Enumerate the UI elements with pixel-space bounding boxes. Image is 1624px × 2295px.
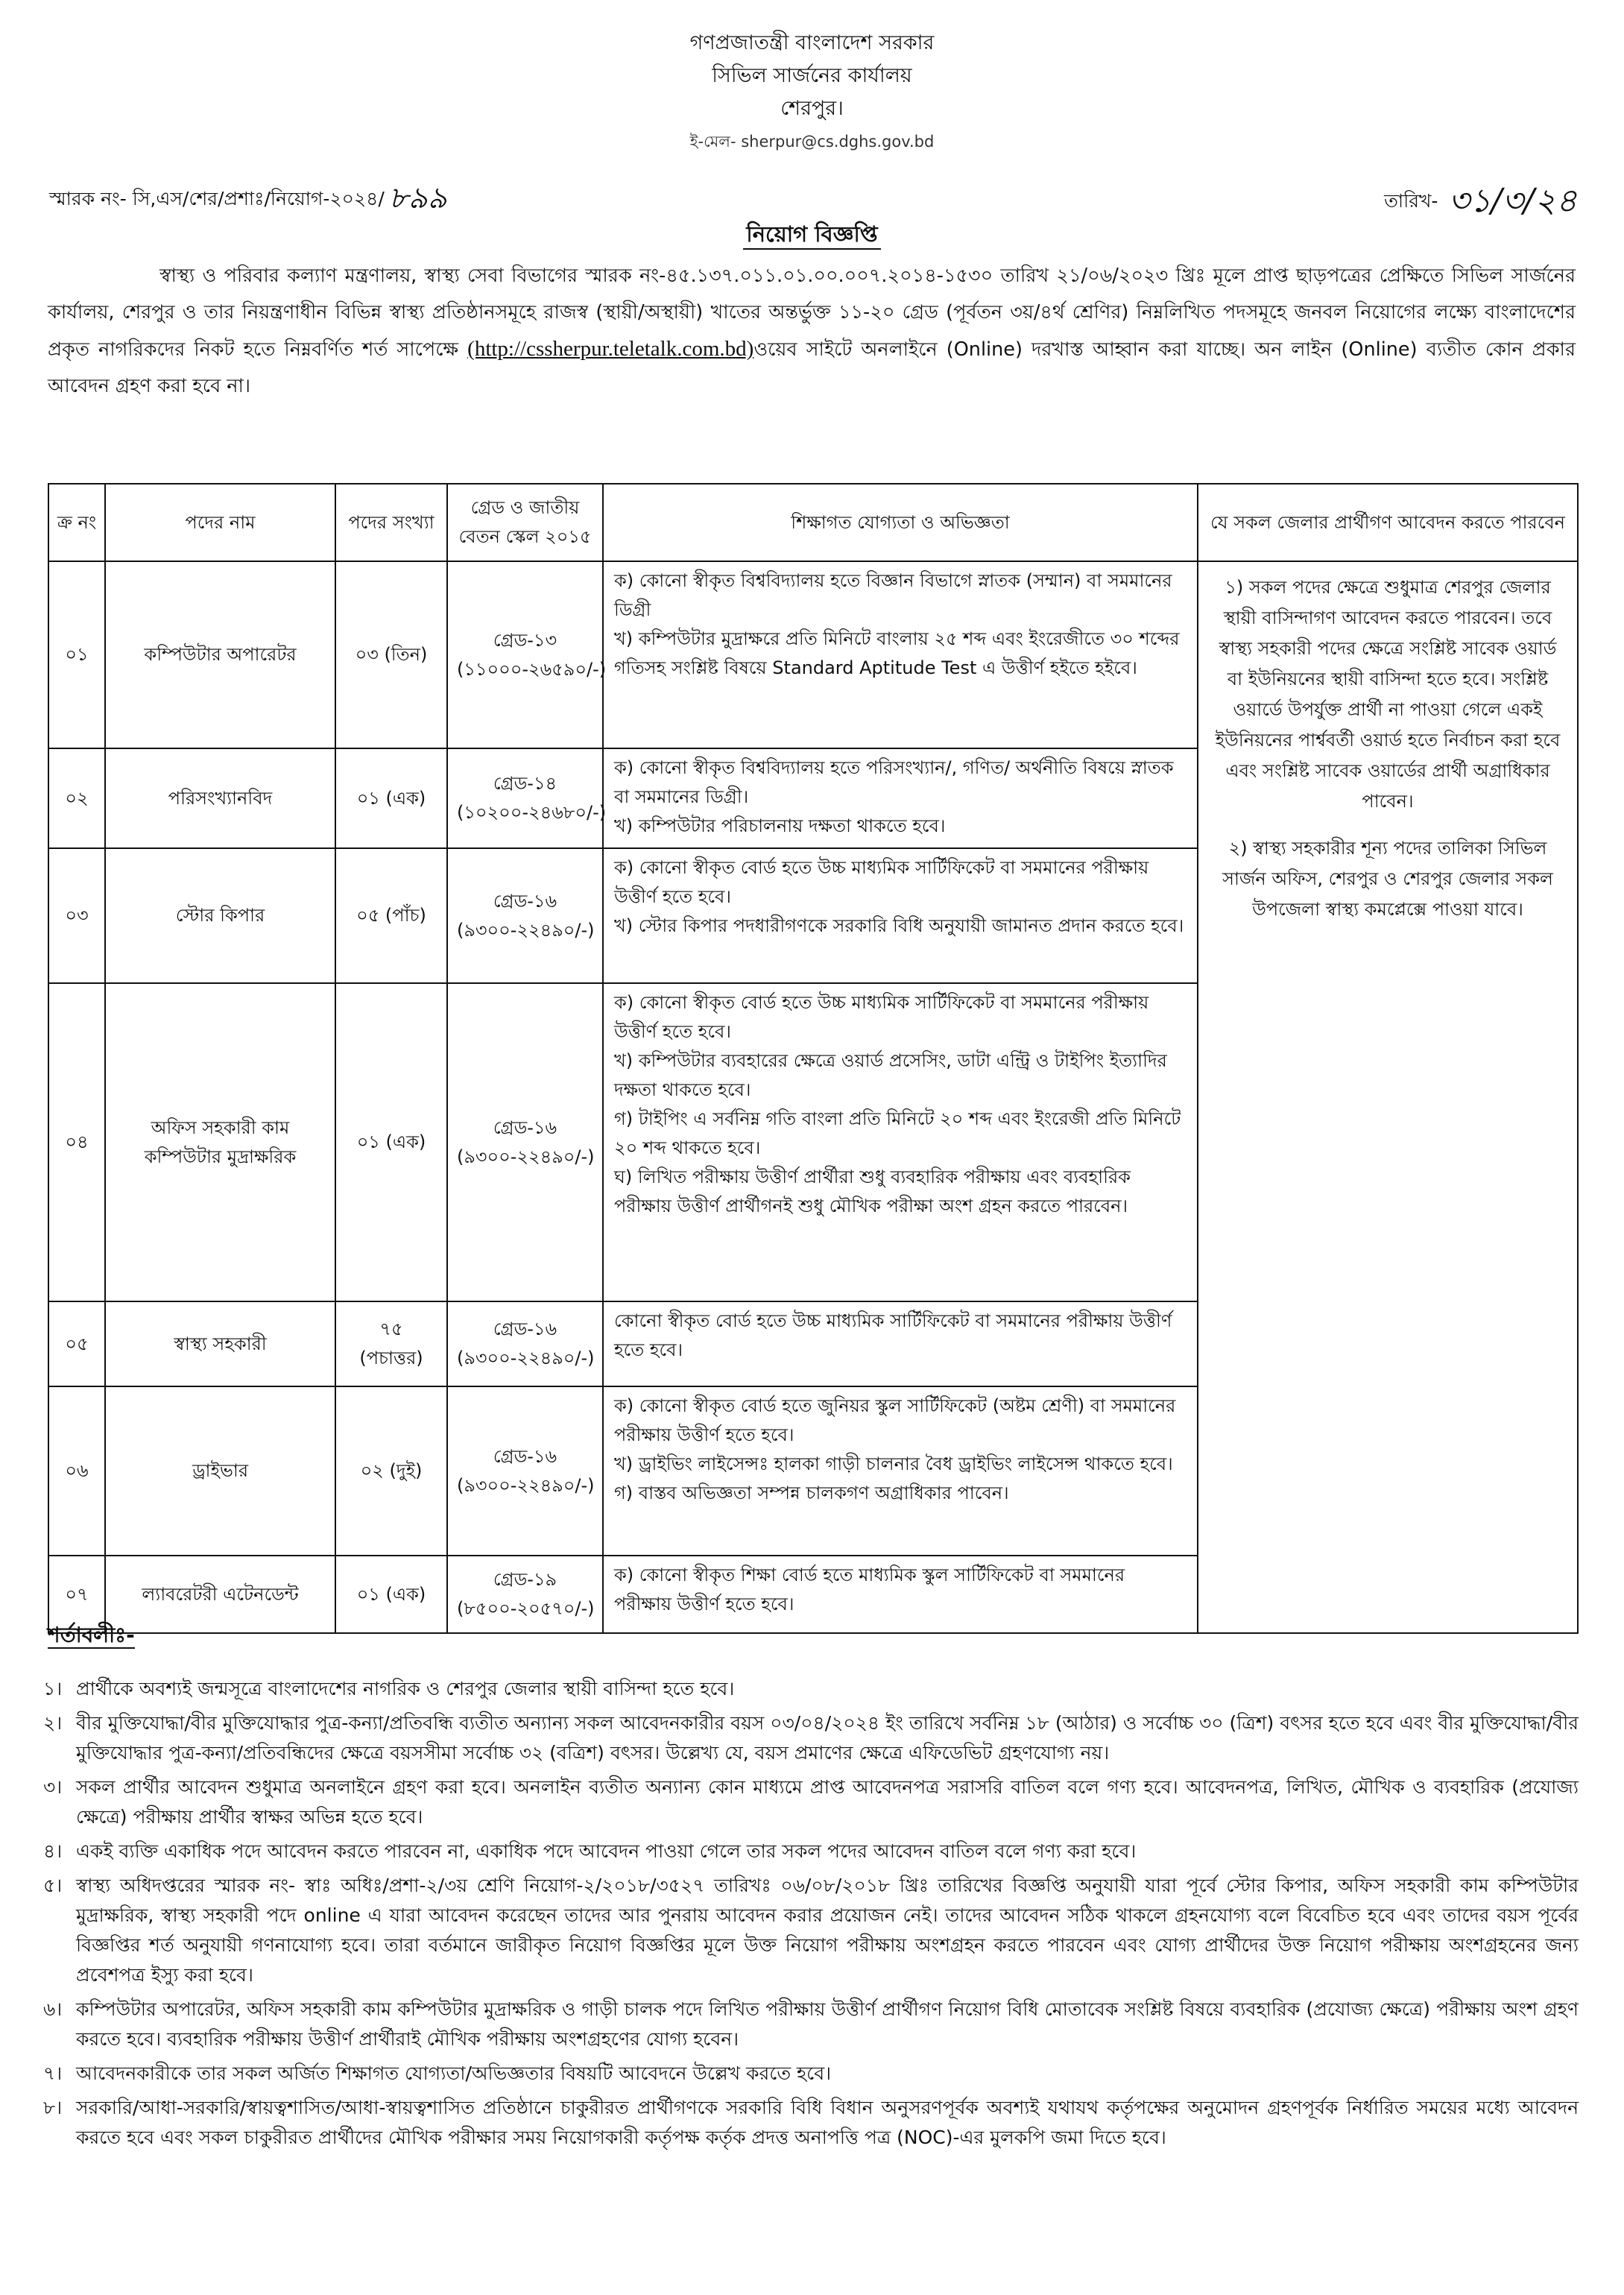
term-number: ৫। <box>43 1875 63 1896</box>
header-count: পদের সংখ্যা <box>335 484 447 561</box>
qualification-cell <box>603 1301 1198 1386</box>
letterhead <box>0 27 1624 158</box>
terms-title-text: শর্তাবলীঃ- <box>48 1623 135 1647</box>
header-qualification: শিক্ষাগত যোগ্যতা ও অভিজ্ঞতা <box>603 484 1198 561</box>
vacancy-table <box>48 483 1579 1634</box>
count-cell: ০৩ (তিন) <box>335 561 447 748</box>
header-districts: যে সকল জেলার প্রার্থীগণ আবেদন করতে পারবেন <box>1198 484 1578 561</box>
intro-text: স্বাস্থ্য ও পরিবার কল্যাণ মন্ত্রণালয়, স্বাস্থ্য সেবা বিভাগের স্মারক নং-৪৫.১৩৭.০১১.০১.০০.০০৭.২০১৪-১৫৩০ তারিখ ২১/০৬/২০২৩ খ্রিঃ মূলে প্রাপ্ত ছাড়পত্রের প্রেক্ষিতে সিভিল সার্জনের কার্যালয়, শেরপুর ও তার নিয়ন্ত্রণাধীন বিভিন্ন স্বাস্থ্য প্রতিষ্ঠানসমূহে রাজস্ব (স্থায়ী/অস্থায়ী) খাতের অন্তর্ভুক্ত ১১-২০ গ্রেড (পূর্বতন ৩য়/৪র্থ শ্রেণির) নিম্নলিখিত পদসমূহে জনবল নিয়োগের লক্ষ্যে বাংলাদেশের প্রকৃত নাগরিকদের নিকট হতে নিম্নবর্ণিত শর্ত সাপেক্ষে <box>48 265 1576 361</box>
term-item <box>43 2093 1579 2153</box>
serial-cell: ০৭ <box>48 1556 105 1633</box>
post-cell: ল্যাবরেটরী এটেনডেন্ট <box>105 1556 335 1633</box>
count-cell: ০১ (এক) <box>335 1556 447 1633</box>
scale-text: (১১০০০-২৬৫৯০/-) <box>457 658 607 680</box>
term-item <box>43 2059 1579 2089</box>
date-label: তারিখ- <box>1384 190 1438 212</box>
memo-reference <box>49 171 447 221</box>
header-serial: ক্র নং <box>48 484 105 561</box>
post-cell: কম্পিউটার অপারেটর <box>105 561 335 748</box>
qualification-item: ক) কোনো স্বীকৃত বিশ্ববিদ্যালয় হতে বিজ্ঞান বিভাগে স্নাতক (সম্মান) বা সমমানের ডিগ্রী <box>614 570 1172 620</box>
qualification-item: গ) টাইপিং এ সর্বনিম্ন গতি বাংলা প্রতি মিনিটে ২০ শব্দ এবং ইংরেজী প্রতি মিনিটে ২০ শব্দ থাকতে হবে। <box>614 1108 1181 1158</box>
grade-cell <box>447 848 603 983</box>
count-cell: ০১ (এক) <box>335 748 447 848</box>
grade-text: গ্রেড-১৩ <box>493 629 557 651</box>
term-item <box>43 1772 1579 1832</box>
header-post: পদের নাম <box>105 484 335 561</box>
term-text: সকল প্রার্থীর আবেদন শুধুমাত্র অনলাইনে গ্রহণ করা হবে। অনলাইন ব্যতীত অন্যান্য কোন মাধ্যমে প্রাপ্ত আবেদনপত্র সরাসরি বাতিল বলে গণ্য হবে। আবেদনপত্র, লিখিত, মৌখিক ও ব্যবহারিক (প্রযোজ্য ক্ষেত্রে) পরীক্ষায় প্রার্থীর স্বাক্ষর অভিন্ন হতে হবে। <box>76 1776 1579 1828</box>
term-item <box>43 1674 1579 1704</box>
term-item <box>43 1871 1579 1990</box>
scale-text: (৯৩০০-২২৪৯০/-) <box>457 1474 595 1496</box>
eligible-districts-cell <box>1198 561 1578 1633</box>
post-cell: স্বাস্থ্য সহকারী <box>105 1301 335 1386</box>
intro-text-end: ওয়েব সাইটে অনলাইনে (Online) দরখাস্ত আহ্বান করা যাচ্ছে। অন লাইন (Online) ব্যতীত কোন প্রকার আবেদন গ্রহণ করা হবে না। <box>48 338 1576 397</box>
grade-text: গ্রেড-১৬ <box>493 1117 557 1138</box>
qualification-cell <box>603 1556 1198 1633</box>
serial-cell: ০৪ <box>48 983 105 1301</box>
term-text: সরকারি/আধা-সরকারি/স্বায়ত্বশাসিত/আধা-স্বায়ত্বশাসিত প্রতিষ্ঠানে চাকুরীরত প্রার্থীগণকে সরকারি বিধি বিধান অনুসরণপূর্বক অবশ্যই যথাযথ কর্তৃপক্ষের অনুমোদন গ্রহণপূর্বক নির্ধারিত সময়ের মধ্যে আবেদন করতে হবে এবং সকল চাকুরীরত প্রার্থীদের মৌখিক পরীক্ষার সময় নিয়োগকারী কর্তৃপক্ষ কর্তৃক প্রদত্ত অনাপত্তি পত্র (NOC)-এর মুলকপি জমা দিতে হবে। <box>76 2097 1579 2148</box>
grade-cell <box>447 748 607 848</box>
post-cell: ড্রাইভার <box>105 1386 335 1556</box>
term-item <box>43 1995 1579 2054</box>
qualification-item: ক) কোনো স্বীকৃত বোর্ড হতে উচ্চ মাধ্যমিক সার্টিফিকেট বা সমমানের পরীক্ষায় উত্তীর্ণ হতে হবে। <box>614 992 1149 1042</box>
serial-cell: ০১ <box>48 561 105 748</box>
application-url-link[interactable]: (http://cssherpur.teletalk.com.bd) <box>467 337 754 361</box>
grade-text: গ্রেড-১৯ <box>493 1569 557 1590</box>
serial-cell: ০৫ <box>48 1301 105 1386</box>
scale-text: (১০২০০-২৪৬৮০/-) <box>457 802 607 823</box>
qualification-item: গ) বাস্তব অভিজ্ঞতা সম্পন্ন চালকগণ অগ্রাধিকার পাবেন। <box>614 1483 1009 1503</box>
qualification-item: ক) কোনো স্বীকৃত বোর্ড হতে জুনিয়র স্কুল সার্টিফিকেট (অষ্টম শ্রেণী) বা সমমানের পরীক্ষায় উত্তীর্ণ হতে হবে। <box>614 1395 1176 1445</box>
post-cell: অফিস সহকারী কাম কম্পিউটার মুদ্রাক্ষরিক <box>105 983 335 1301</box>
grade-text: গ্রেড-১৬ <box>493 890 557 912</box>
qualification-item: ক) কোনো স্বীকৃত বোর্ড হতে উচ্চ মাধ্যমিক সার্টিফিকেট বা সমমানের পরীক্ষায় উত্তীর্ণ হতে হবে। <box>614 857 1149 907</box>
grade-cell <box>447 1556 603 1633</box>
office-email: ই-মেল- sherpur@cs.dghs.gov.bd <box>689 133 935 151</box>
scale-text: (৯৩০০-২২৪৯০/-) <box>457 919 595 941</box>
qualification-item: খ) কম্পিউটার পরিচালনায় দক্ষতা থাকতে হবে। <box>614 815 946 836</box>
qualification-cell <box>603 848 1198 983</box>
count-cell: ০৫ (পাঁচ) <box>335 848 447 983</box>
qualification-item: খ) কম্পিউটার মুদ্রাক্ষরে প্রতি মিনিটে বাংলায় ২৫ শব্দ এবং ইংরেজীতে ৩০ শব্দের গতিসহ সংশ্লিষ্ট বিষয়ে Standard Aptitude Test এ উত্তীর্ণ হইতে হইবে। <box>614 628 1180 678</box>
post-cell: স্টোর কিপার <box>105 848 335 983</box>
term-number: ৩। <box>43 1776 63 1798</box>
grade-text: গ্রেড-১৪ <box>493 773 557 794</box>
term-number: ৭। <box>43 2062 63 2084</box>
header-grade: গ্রেড ও জাতীয় বেতন স্কেল ২০১৫ <box>447 484 603 561</box>
qualification-cell <box>603 748 1198 848</box>
qualification-item: ক) কোনো স্বীকৃত শিক্ষা বোর্ড হতে মাধ্যমিক স্কুল সার্টিফিকেট বা সমমানের পরীক্ষায় উত্তীর্ণ হতে হবে। <box>614 1565 1125 1614</box>
scale-text: (৮৫০০-২০৫৭০/-) <box>457 1598 595 1619</box>
district-note-2: ২) স্বাস্থ্য সহকারীর শূন্য পদের তালিকা সিভিল সার্জন অফিস, শেরপুর ও শেরপুর জেলার সকল উপজেলা স্বাস্থ্য কমপ্লেক্সে পাওয়া যাবে। <box>1222 838 1553 920</box>
serial-cell: ০৩ <box>48 848 105 983</box>
government-name: গণপ্রজাতন্ত্রী বাংলাদেশ সরকার <box>689 31 935 54</box>
grade-cell <box>447 1301 603 1386</box>
table-header-row <box>48 484 1578 561</box>
count-cell: ০২ (দুই) <box>335 1386 447 1556</box>
term-text: প্রার্থীকে অবশ্যই জন্মসূত্রে বাংলাদেশের নাগরিক ও শেরপুর জেলার স্থায়ী বাসিন্দা হতে হবে। <box>76 1678 735 1699</box>
term-number: ১। <box>43 1678 63 1699</box>
qualification-cell <box>603 561 1198 748</box>
term-text: আবেদনকারীকে তার সকল অর্জিত শিক্ষাগত যোগ্যতা/অভিজ্ঞতার বিষয়টি আবেদনে উল্লেখ করতে হবে। <box>76 2062 832 2084</box>
terms-list <box>43 1674 1579 2157</box>
count-cell: ০১ (এক) <box>335 983 447 1301</box>
count-cell: ৭৫ (পচাত্তর) <box>335 1301 447 1386</box>
date-value: ৩১/৩/২৪ <box>1448 182 1577 220</box>
memo-number: ৮৯৯ <box>388 181 447 215</box>
grade-cell <box>447 1386 603 1556</box>
serial-cell: ০২ <box>48 748 105 848</box>
scale-text: (৯৩০০-২২৪৯০/-) <box>457 1146 595 1167</box>
notice-title <box>0 218 1624 254</box>
qualification-cell <box>603 1386 1198 1556</box>
terms-title <box>48 1619 135 1654</box>
post-cell: পরিসংখ্যানবিদ <box>105 748 335 848</box>
qualification-item: খ) ড্রাইভিং লাইসেন্সঃ হালকা গাড়ী চালনার বৈধ ড্রাইভিং লাইসেন্স থাকতে হবে। <box>614 1453 1173 1474</box>
intro-paragraph <box>48 258 1576 405</box>
qualification-item: খ) স্টোর কিপার পদধারীগণকে সরকারি বিধি অনুযায়ী জামানত প্রদান করতে হবে। <box>614 915 1184 936</box>
memo-prefix: স্মারক নং- সি,এস/শের/প্রশাঃ/নিয়োগ-২০২৪/ <box>49 188 385 209</box>
term-number: ৪। <box>43 1840 63 1862</box>
term-text: বীর মুক্তিযোদ্ধা/বীর মুক্তিযোদ্ধার পুত্র-কন্যা/প্রতিবন্ধি ব্যতীত অন্যান্য সকল আবেদনকারীর বয়স ০৩/০৪/২০২৪ ইং তারিখে সর্বনিম্ন ১৮ (আঠার) ও সর্বোচ্চ ৩০ (ত্রিশ) বৎসর হতে হবে এবং বীর মুক্তিযোদ্ধা/বীর মুক্তিযোদ্ধার পুত্র-কন্যা/প্রতিবন্ধিদের ক্ষেত্রে বয়সসীমা সর্বোচ্চ ৩২ (বত্রিশ) বৎসর। উল্লেখ্য যে, বয়স প্রমাণের ক্ষেত্রে এফিডেভিট গ্রহণযোগ্য নয়। <box>76 1712 1579 1764</box>
qualification-item: ক) কোনো স্বীকৃত বিশ্ববিদ্যালয় হতে পরিসংখ্যান/, গণিত/ অর্থনীতি বিষয়ে স্নাতক বা সমমানের ডিগ্রী। <box>614 757 1174 807</box>
term-number: ৬। <box>43 1998 63 2020</box>
qualification-item: ঘ) লিখিত পরীক্ষায় উত্তীর্ণ প্রার্থীরা শুধু ব্যবহারিক পরীক্ষায় এবং ব্যবহারিক পরীক্ষায় উত্তীর্ণ প্রার্থীগনই শুধু মৌখিক পরীক্ষা অংশ গ্রহন করতে পারবেন। <box>614 1167 1131 1216</box>
serial-cell: ০৬ <box>48 1386 105 1556</box>
office-location: শেরপুর। <box>780 97 844 120</box>
term-item <box>43 1837 1579 1866</box>
grade-cell <box>447 983 603 1301</box>
qualification-cell <box>603 983 1198 1301</box>
grade-cell <box>447 561 607 748</box>
term-item <box>43 1708 1579 1768</box>
qualification-item: কোনো স্বীকৃত বোর্ড হতে উচ্চ মাধ্যমিক সার্টিফিকেট বা সমমানের পরীক্ষায় উত্তীর্ণ হতে হবে। <box>614 1310 1172 1360</box>
scale-text: (৯৩০০-২২৪৯০/-) <box>457 1348 595 1369</box>
grade-text: গ্রেড-১৬ <box>493 1445 557 1467</box>
term-number: ৮। <box>43 2097 63 2118</box>
notice-title-text: নিয়োগ বিজ্ঞপ্তি <box>743 221 880 250</box>
term-text: স্বাস্থ্য অধিদপ্তরের স্মারক নং- স্বাঃ অধিঃ/প্রশা-২/৩য় শ্রেণি নিয়োগ-২/২০১৮/৩৫২৭ তারিখঃ ০৬/০৮/২০১৮ খ্রিঃ তারিখের বিজ্ঞপ্তি অনুযায়ী যারা পূর্বে স্টোর কিপার, অফিস সহকারী কাম কম্পিউটার মুদ্রাক্ষরিক, স্বাস্থ্য সহকারী পদে online এ যারা আবেদন করেছেন তাদের আর পুনরায় আবেদন করার প্রয়োজন নেই। তাদের আবেদন সঠিক থাকলে গ্রহনযোগ্য বলে বিবেচিত হবে এবং তাদের বয়স পূর্বের বিজ্ঞপ্তির শর্ত অনুযায়ী গণনাযোগ্য হবে। তারা বর্তমানে জারীকৃত নিয়োগ বিজ্ঞপ্তির মূলে উক্ত নিয়োগ পরীক্ষায় অংশগ্রহন করতে পারবেন এবং যোগ্য প্রার্থীদের উক্ত নিয়োগ পরীক্ষায় অংশগ্রহনের জন্য প্রবেশপত্র ইস্যু করা হবে। <box>76 1875 1579 1986</box>
memo-row <box>49 165 1577 220</box>
table-row <box>48 561 1578 748</box>
term-number: ২। <box>43 1712 63 1734</box>
term-text: একই ব্যক্তি একাধিক পদে আবেদন করতে পারবেন না, একাধিক পদে আবেদন পাওয়া গেলে তার সকল পদের আবেদন বাতিল বলে গণ্য করা হবে। <box>76 1840 1137 1862</box>
qualification-item: খ) কম্পিউটার ব্যবহারের ক্ষেত্রে ওয়ার্ড প্রসেসিং, ডাটা এন্ট্রি ও টাইপিং ইত্যাদির দক্ষতা থাকতে হবে। <box>614 1050 1167 1100</box>
district-note-1: ১) সকল পদের ক্ষেত্রে শুধুমাত্র শেরপুর জেলার স্থায়ী বাসিন্দাগণ আবেদন করতে পারবেন। তবে স্বাস্থ্য সহকারী পদের ক্ষেত্রে সংশ্লিষ্ট সাবেক ওয়ার্ড বা ইউনিয়নের স্থায়ী বাসিন্দা হতে হবে। সংশ্লিষ্ট ওয়ার্ডে উপর্যুক্ত প্রার্থী না পাওয়া গেলে একই ইউনিয়নের পার্শ্ববর্তী ওয়ার্ড হতে নির্বাচন করা হবে এবং সংশ্লিষ্ট সাবেক ওয়ার্ডের প্রার্থী অগ্রাধিকার পাবেন। <box>1215 577 1561 812</box>
office-name: সিভিল সার্জনের কার্যালয় <box>712 64 912 87</box>
term-text: কম্পিউটার অপারেটর, অফিস সহকারী কাম কম্পিউটার মুদ্রাক্ষরিক ও গাড়ী চালক পদে লিখিত পরীক্ষায় উত্তীর্ণ প্রার্থীগণ নিয়োগ বিধি মোতাবেক সংশ্লিষ্ট বিষয়ে ব্যবহারিক (প্রযোজ্য ক্ষেত্রে) পরীক্ষায় অংশ গ্রহণ করতে হবে। ব্যবহারিক পরীক্ষায় উত্তীর্ণ প্রার্থীরাই মৌখিক পরীক্ষায় অংশগ্রহণের যোগ্য হবেন। <box>76 1998 1579 2050</box>
grade-text: গ্রেড-১৬ <box>493 1319 557 1339</box>
